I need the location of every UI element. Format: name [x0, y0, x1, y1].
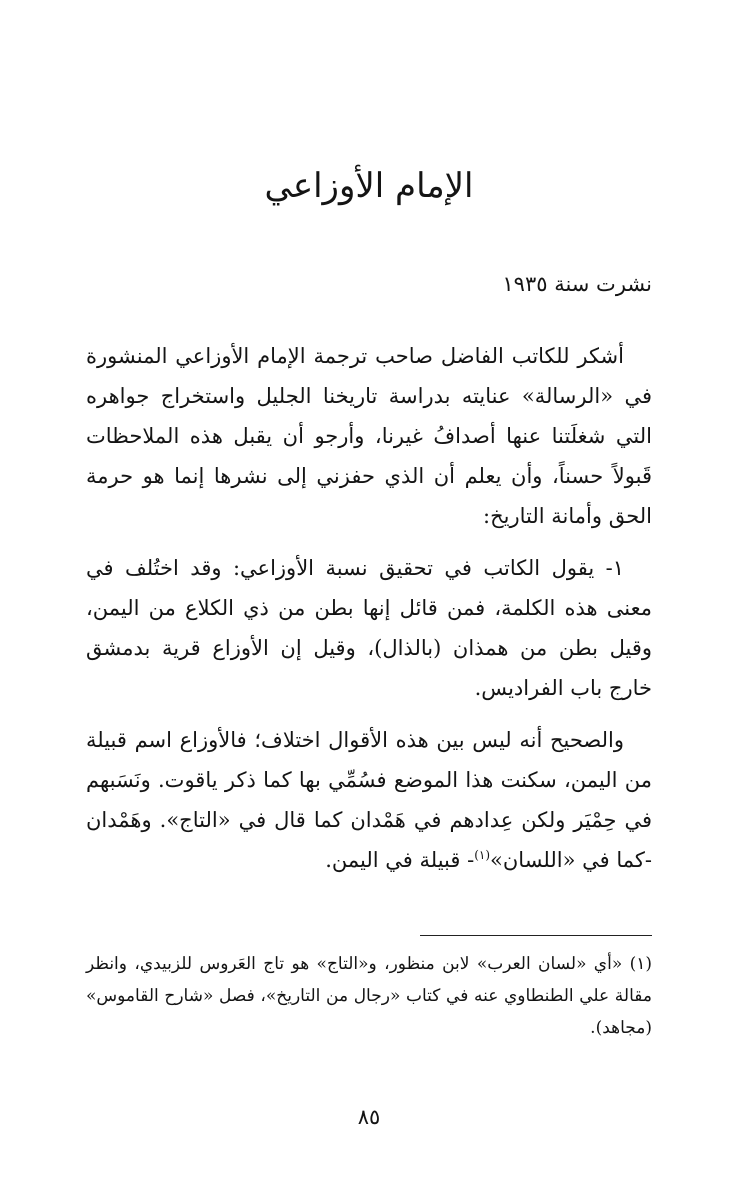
paragraph-3 — [86, 720, 652, 880]
body-text — [86, 336, 652, 892]
footnote — [86, 948, 652, 1044]
page-number: ٨٥ — [357, 1105, 381, 1129]
chapter-title: الإمام الأوزاعي — [264, 166, 474, 206]
publication-note: نشرت سنة ١٩٣٥ — [502, 272, 652, 296]
paragraph-3-text-a: والصحيح أنه ليس بين هذه الأقوال اختلاف؛ فالأوزاع اسم قبيلة من اليمن، سكنت هذا الموضع فسُمِّي بها كما ذكر ياقوت. ونَسَبهم في حِمْيَر ولكن عِدادهم في هَمْدان كما قال في «التاج». وهَمْدان -كما في «اللسان» — [86, 728, 652, 872]
paragraph-2: ١- يقول الكاتب في تحقيق نسبة الأوزاعي: وقد اختُلف في معنى هذه الكلمة، فمن قائل إنها بطن من ذي الكلاع من اليمن، وقيل بطن من همذان (بالذال)، وقيل إن الأوزاع قرية بدمشق خارج باب الفراديس. — [86, 556, 652, 700]
paragraph-1: أشكر للكاتب الفاضل صاحب ترجمة الإمام الأوزاعي المنشورة في «الرسالة» عنايته بدراسة تاريخنا الجليل واستخراج جواهره التي شغلَتنا عنها أصدافُ غيرنا، وأرجو أن يقبل هذه الملاحظات قَبولاً حسناً، وأن يعلم أن الذي حفزني إلى نشرها إنما هو حرمة الحق وأمانة التاريخ: — [86, 344, 652, 528]
footnote-text: (١) «أي «لسان العرب» لابن منظور، و«التاج» هو تاج العَروس للزبيدي، وانظر مقالة علي الطنطاوي عنه في كتاب «رجال من التاريخ»، فصل «شارح القاموس» (مجاهد). — [86, 954, 653, 1038]
footnote-reference: (١) — [474, 848, 491, 862]
footnote-divider — [420, 935, 652, 936]
paragraph-3-text-b: - قبيلة في اليمن. — [325, 848, 475, 872]
